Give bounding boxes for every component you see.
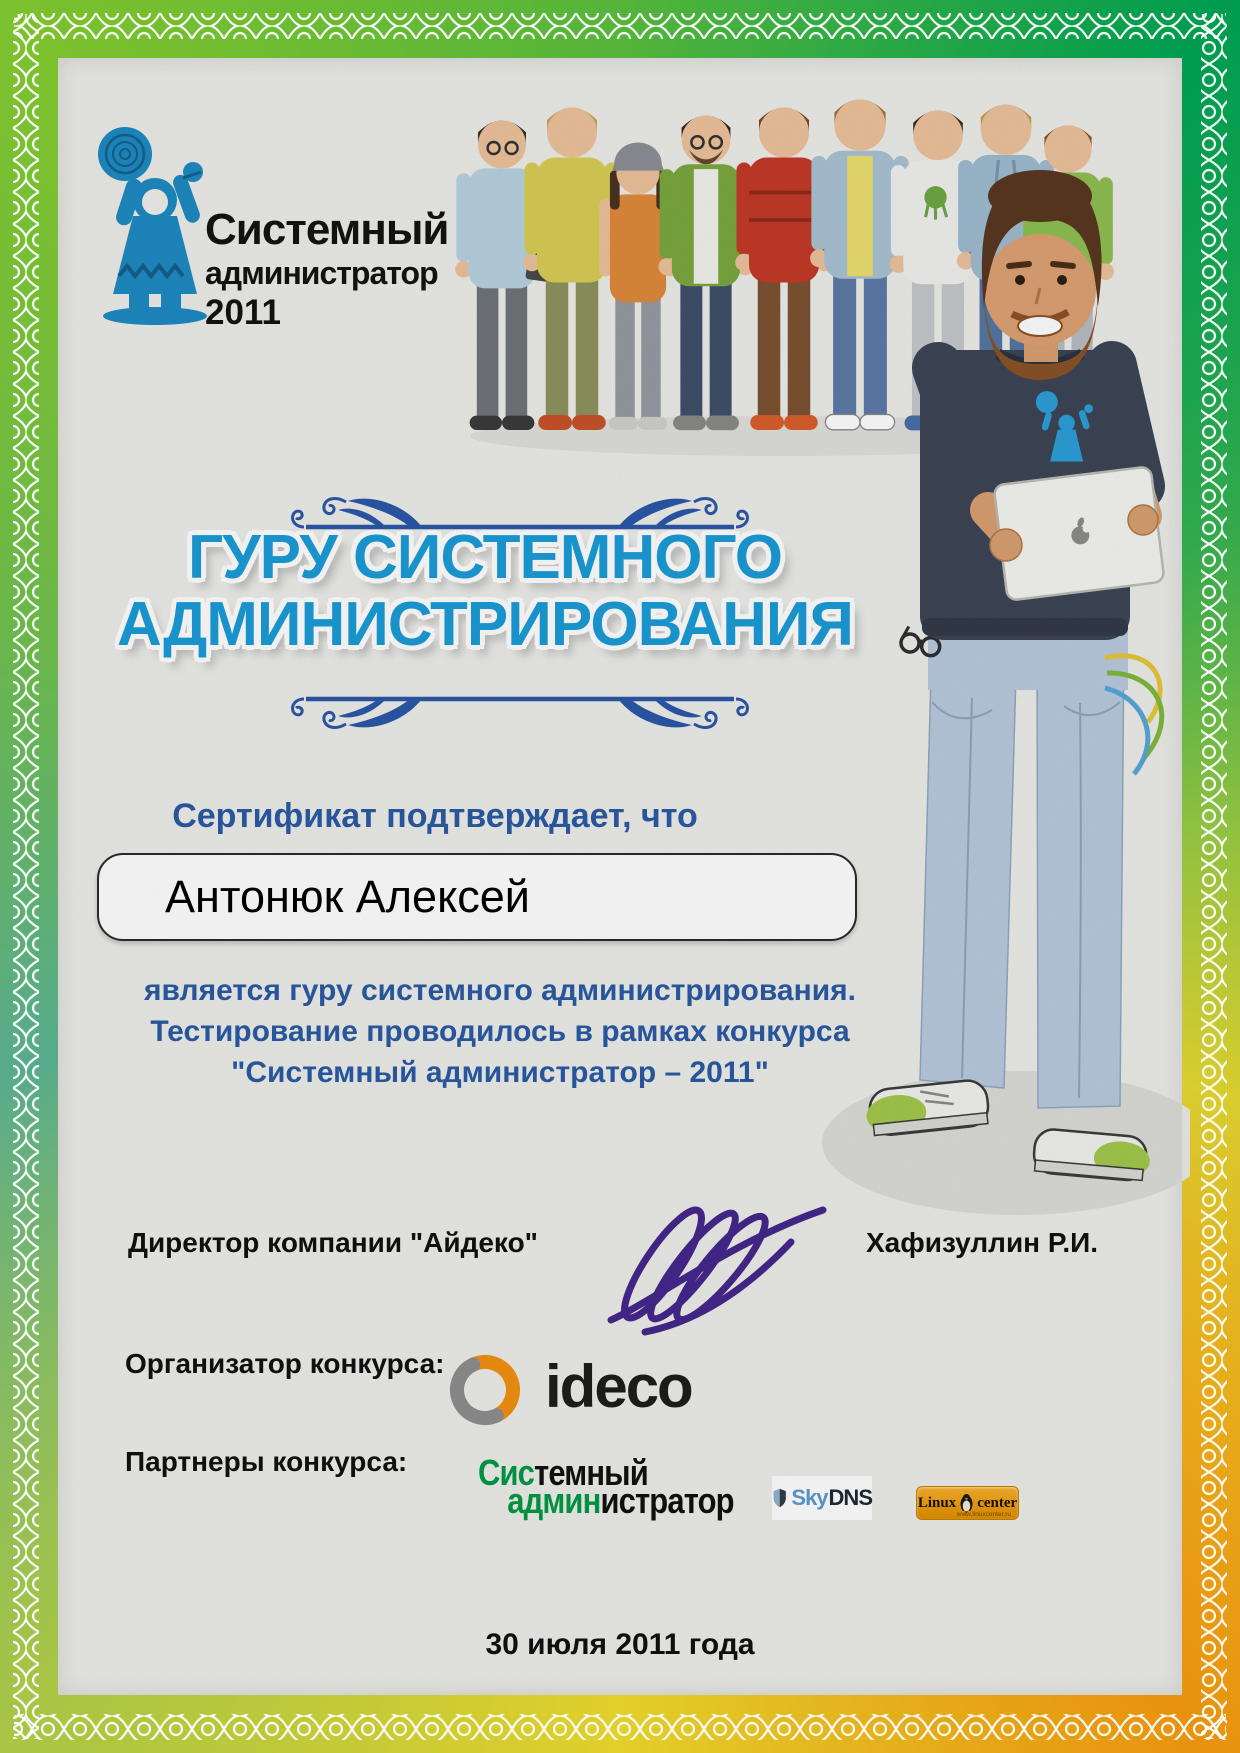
certificate-date: 30 июля 2011 года xyxy=(485,1628,755,1661)
ideco-logo-text: ideco xyxy=(545,1353,692,1420)
linuxcenter-text-linux: Linux xyxy=(917,1494,957,1511)
director-label: Директор компании "Айдеко" xyxy=(128,1227,538,1258)
certificate-title xyxy=(45,524,925,658)
event-logo-text xyxy=(205,205,449,332)
ideco-logo-icon xyxy=(443,1348,527,1432)
certificate-body-text xyxy=(70,970,930,1093)
group-shadow xyxy=(470,416,1090,456)
tux-penguin-icon xyxy=(959,1493,974,1513)
right-sneaker xyxy=(1032,1128,1151,1182)
body-line1: является гуру системного администрирования. xyxy=(143,974,856,1007)
event-logo-line2: администратор xyxy=(205,255,438,291)
eskimo-logo-icon xyxy=(95,116,213,328)
magazine-seg-black1: темный xyxy=(534,1452,648,1493)
magazine-seg-green1: Сис xyxy=(478,1452,535,1493)
skydns-logo xyxy=(772,1476,872,1520)
linuxcenter-logo xyxy=(916,1486,1019,1520)
recipient-name: Антонюк Алексей xyxy=(165,871,530,922)
signature-scribble xyxy=(585,1180,845,1340)
event-logo-year: 2011 xyxy=(205,293,281,332)
skydns-text-sky: Sky xyxy=(791,1485,828,1510)
tablet xyxy=(994,466,1165,600)
flourish-divider-bottom xyxy=(290,692,750,732)
magazine-seg-green2: админ xyxy=(507,1480,601,1521)
magazine-seg-black2: истратор xyxy=(600,1480,734,1521)
skydns-shield-icon xyxy=(772,1485,787,1511)
recipient-name-box[interactable] xyxy=(97,853,857,941)
linuxcenter-site-text: www.linuxcenter.ru xyxy=(956,1511,1011,1518)
director-name: Хафизуллин Р.И. xyxy=(866,1227,1099,1258)
magazine-logo xyxy=(478,1452,734,1521)
title-line2: АДМИНИСТРИРОВАНИЯ xyxy=(117,590,853,659)
tee-eskimo-print xyxy=(1036,391,1093,461)
body-line2: Тестирование проводилось в рамках конкурса xyxy=(150,1015,850,1048)
partners-label: Партнеры конкурса: xyxy=(125,1446,408,1477)
organizer-label: Организатор конкурса: xyxy=(125,1348,445,1379)
linuxcenter-text-center: center xyxy=(977,1494,1018,1511)
event-logo-line1: Системный xyxy=(205,205,449,254)
magazine-logo-line2 xyxy=(507,1480,734,1521)
skydns-text-dns: DNS xyxy=(828,1485,872,1510)
certificate-intro-text: Сертификат подтверждает, что xyxy=(172,797,698,835)
group-illustration xyxy=(455,100,1114,431)
title-line1: ГУРУ СИСТЕМНОГО xyxy=(187,523,783,592)
body-line3: "Системный администратор – 2011" xyxy=(231,1056,769,1089)
